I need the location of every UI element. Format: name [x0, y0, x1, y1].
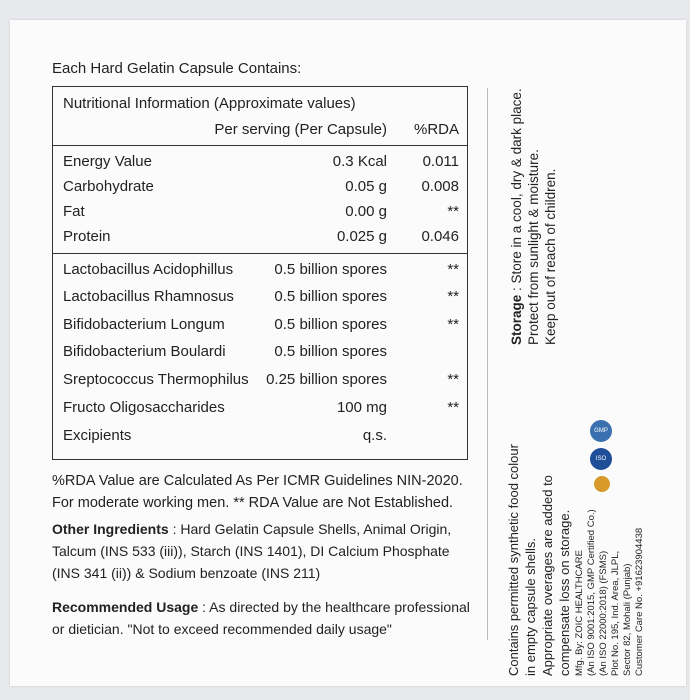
colour-note-line: Contains permitted synthetic food colour	[506, 444, 521, 676]
ingredient-rda: **	[447, 399, 459, 416]
table-row	[63, 343, 459, 365]
recommended-usage-text: : As directed by the healthcare professional	[198, 599, 470, 615]
ingredient-rda: **	[447, 288, 459, 305]
nutrient-name: Energy Value	[63, 153, 152, 170]
storage-text: Protect from sunlight & moisture.	[526, 149, 541, 345]
table-header-row	[63, 121, 459, 143]
rda-note-line: For moderate working men. ** RDA Value are Not Established.	[52, 495, 454, 511]
other-ingredients-text: Talcum (INS 533 (iii)), Starch (INS 1401), DI Calcium Phosphate	[52, 543, 450, 559]
recommended-usage-label: Recommended Usage	[52, 599, 199, 615]
manufacturer-block	[574, 509, 646, 676]
nutrient-rda: 0.046	[421, 228, 459, 245]
table-row	[63, 203, 459, 225]
recommended-usage	[52, 596, 470, 640]
table-row	[63, 399, 459, 421]
nutrient-amount: 0.3 Kcal	[332, 153, 387, 170]
ingredient-amount: 100 mg	[336, 399, 387, 416]
recommended-usage-text: or dietician. "Not to exceed recommended daily usage"	[52, 621, 392, 637]
serving-header: Per serving (Per Capsule)	[214, 121, 387, 138]
iso-badge-icon: ISO	[590, 448, 612, 470]
ingredient-name: Sreptococcus Thermophilus	[63, 371, 249, 388]
ingredient-rda: **	[447, 371, 459, 388]
nutrient-amount: 0.00 g	[345, 203, 387, 220]
ingredient-name: Bifidobacterium Longum	[63, 316, 225, 333]
ingredient-rda: **	[447, 316, 459, 333]
ingredient-amount: 0.25 billion spores	[266, 371, 387, 388]
ingredient-rda: **	[447, 261, 459, 278]
table-title-row	[63, 95, 459, 117]
nutrient-name: Fat	[63, 203, 85, 220]
nutrient-rda: 0.008	[421, 178, 459, 195]
table-row	[63, 228, 459, 250]
manufacturer-line: (An ISO 9001:2015, GMP Certified Co.)	[586, 509, 597, 676]
manufacturer-line: (An ISO 22000:2018) (FSMS)	[598, 550, 609, 676]
ingredient-name: Excipients	[63, 427, 132, 444]
ingredient-name: Lactobacillus Rhamnosus	[63, 288, 234, 305]
header-divider	[53, 145, 467, 146]
manufacturer-line: Plot No. 195, Ind. Area, JLPL,	[610, 550, 621, 676]
table-row	[63, 261, 459, 283]
rda-note	[52, 470, 463, 514]
table-row	[63, 427, 459, 449]
table-title: Nutritional Information (Approximate values)	[63, 95, 356, 112]
quality-seal-icon	[594, 476, 610, 492]
colour-note-line: in empty capsule shells.	[523, 537, 538, 676]
other-ingredients-label: Other Ingredients	[52, 521, 169, 537]
storage-text: Keep out of reach of children.	[543, 168, 558, 345]
ingredient-amount: 0.5 billion spores	[274, 343, 387, 360]
rda-note-line: %RDA Value are Calculated As Per ICMR Guidelines NIN-2020.	[52, 473, 463, 489]
manufacturer-line: Sector 82, Mohali (Punjab)	[622, 563, 633, 676]
nutrient-name: Carbohydrate	[63, 178, 154, 195]
nutrient-amount: 0.05 g	[345, 178, 387, 195]
nutrient-amount: 0.025 g	[336, 228, 387, 245]
storage-text: : Store in a cool, dry & dark place.	[509, 88, 524, 295]
table-row	[63, 288, 459, 310]
table-row	[63, 178, 459, 200]
ingredient-name: Bifidobacterium Boulardi	[63, 343, 226, 360]
storage-label: Storage	[509, 294, 524, 345]
gmp-badge-icon: GMP	[590, 420, 612, 442]
manufacturer-line: Mfg. By: ZOIC HEALTHCARE	[574, 550, 585, 676]
nutrient-rda: **	[447, 203, 459, 220]
storage-block	[508, 88, 559, 345]
nutrients-divider	[53, 253, 467, 254]
ingredient-name: Fructo Oligosaccharides	[63, 399, 225, 416]
rda-header: %RDA	[413, 121, 459, 138]
ingredient-name: Lactobacillus Acidophillus	[63, 261, 234, 278]
other-ingredients-text: (INS 341 (ii)) & Sodium benzoate (INS 211)	[52, 565, 321, 581]
colour-note-block	[505, 444, 573, 676]
other-ingredients-text: : Hard Gelatin Capsule Shells, Animal Origin,	[168, 521, 452, 537]
table-row	[63, 316, 459, 338]
ingredient-amount: 0.5 billion spores	[274, 316, 387, 333]
column-divider	[487, 88, 488, 640]
manufacturer-line: Customer Care No. +91623904438	[634, 527, 645, 676]
table-row	[63, 371, 459, 393]
colour-note-line: compensate loss on storage.	[557, 509, 572, 676]
other-ingredients	[52, 518, 451, 584]
ingredient-amount: q.s.	[362, 427, 387, 444]
nutrition-table	[52, 86, 468, 460]
nutrient-rda: 0.011	[422, 153, 459, 170]
capsule-contents-heading: Each Hard Gelatin Capsule Contains:	[52, 60, 302, 77]
colour-note-line: Appropriate overages are added to	[540, 475, 555, 676]
table-row	[63, 153, 459, 175]
nutrient-name: Protein	[63, 228, 111, 245]
ingredient-amount: 0.5 billion spores	[274, 261, 387, 278]
ingredient-amount: 0.5 billion spores	[274, 288, 387, 305]
